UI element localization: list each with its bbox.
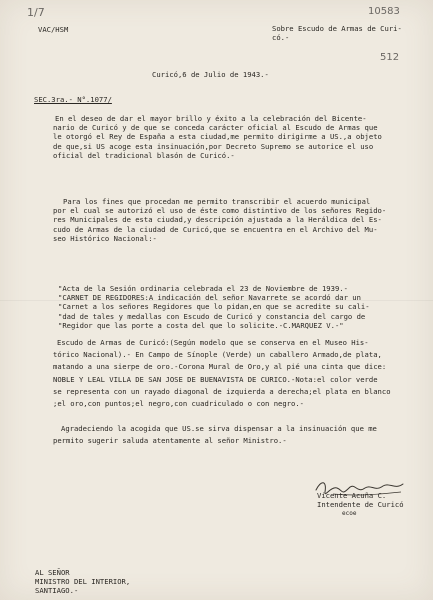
- paragraph-1-line: oficial del tradicional blasón de Curicó.-: [53, 150, 235, 160]
- paragraph-3-line: Escudo de Armas de Curicó:(Según modelo que se conserva en el Museo His-: [57, 338, 369, 347]
- paragraph-3: [55, 338, 425, 408]
- quote-line: "Regidor que las porte a costa del que lo solicite.-C.MARQUEZ V.-": [58, 320, 344, 330]
- paragraph-1-line: En el deseo de dar el mayor brillo y éxito a la celebración del Bicente-: [55, 114, 367, 123]
- paragraph-3-line: matando a una sierpe de oro.-Corona Mural de Oro,y al pié una cinta que dice:: [53, 362, 387, 372]
- subject-line-2: có.-: [272, 33, 290, 42]
- paragraph-3-line: NOBLE Y LEAL VILLA DE SAN JOSE DE BUENAVISTA DE CURICO.-Nota:el color verde: [53, 374, 378, 384]
- paragraph-1-line: le otorgó el Rey de España a esta ciudad,me permito dirigirme a US.,a objeto: [53, 132, 382, 142]
- paragraph-2-line: cudo de Armas de la ciudad de Curicó,que se encuentra en el Archivo del Mu-: [53, 224, 378, 234]
- paragraph-2-line: por el cual se autorizó el uso de éste como distintivo de los señores Regido-: [53, 206, 387, 216]
- paragraph-2-line: seo Histórico Nacional:-: [53, 233, 157, 243]
- addressee-line: AL SEÑOR: [35, 568, 70, 577]
- paragraph-3-line: tórico Nacional).- En Campo de Sínople (Verde) un caballero Armado,de plata,: [53, 350, 382, 360]
- quote-line: "dad de tales y medallas con Escudo de Curicó y constancia del cargo de: [58, 311, 366, 321]
- quote-line: "Carnet a los señores Regidores que lo pidan,en que se acredite su cali-: [58, 302, 370, 312]
- reference-code: VAC/HSM: [38, 25, 69, 34]
- paragraph-3-line: se representa con un rayado diagonal de izquierda a derecha;el plata en blanco: [53, 386, 391, 396]
- paragraph-4-line: Agradeciendo la acogida que US.se sirva dispensar a la insinuación que me: [61, 424, 377, 433]
- signatory-title: Intendente de Curicó: [317, 500, 404, 509]
- quote-line: "Acta de la Sesión ordinaria celebrada el 23 de Noviembre de 1939.-: [58, 284, 348, 293]
- paragraph-1-line: de que,si US acoge esta insinuación,por Decreto Supremo se autorice el uso: [53, 141, 374, 151]
- addressee-line: MINISTRO DEL INTERIOR,: [35, 577, 131, 586]
- document-date: Curicó,6 de Julio de 1943.-: [152, 70, 269, 79]
- paragraph-2-line: Para los fines que procedan me permito transcribir el acuerdo municipal: [63, 197, 371, 206]
- paragraph-4: [55, 424, 425, 445]
- paragraph-1-line: nario de Curicó y de que se conceda carácter oficial al Escudo de Armas que: [53, 123, 378, 133]
- quoted-acta: [58, 284, 408, 330]
- addressee-line: SANTIAGO.-: [35, 586, 79, 595]
- signatory-name: Vicente Acuña C.: [317, 491, 387, 500]
- paragraph-2-line: res Municipales de esta ciudad,y descripción ajustada a la Heráldica del Es-: [53, 215, 382, 225]
- quote-line: "CARNET DE REGIDORES:A indicación del señor Navarrete se acordó dar un: [58, 293, 361, 303]
- paragraph-4-line: permito sugerir saluda atentamente al señor Ministro.-: [53, 436, 287, 446]
- subject-line-1: Sobre Escudo de Armas de Curi-: [272, 24, 402, 33]
- section-number: SEC.3ra.- N°.1077/: [34, 95, 112, 104]
- signature-mark: ecoe: [342, 510, 357, 517]
- pencil-mark: 1/7: [27, 6, 45, 19]
- archive-number: 10583: [368, 6, 400, 17]
- paragraph-3-line: ;el oro,con puntos;el negro,con cuadriculado o con negro.-: [53, 398, 304, 408]
- folio-number: 512: [380, 52, 400, 63]
- paragraph-2: [55, 197, 425, 243]
- paragraph-1: [55, 114, 425, 160]
